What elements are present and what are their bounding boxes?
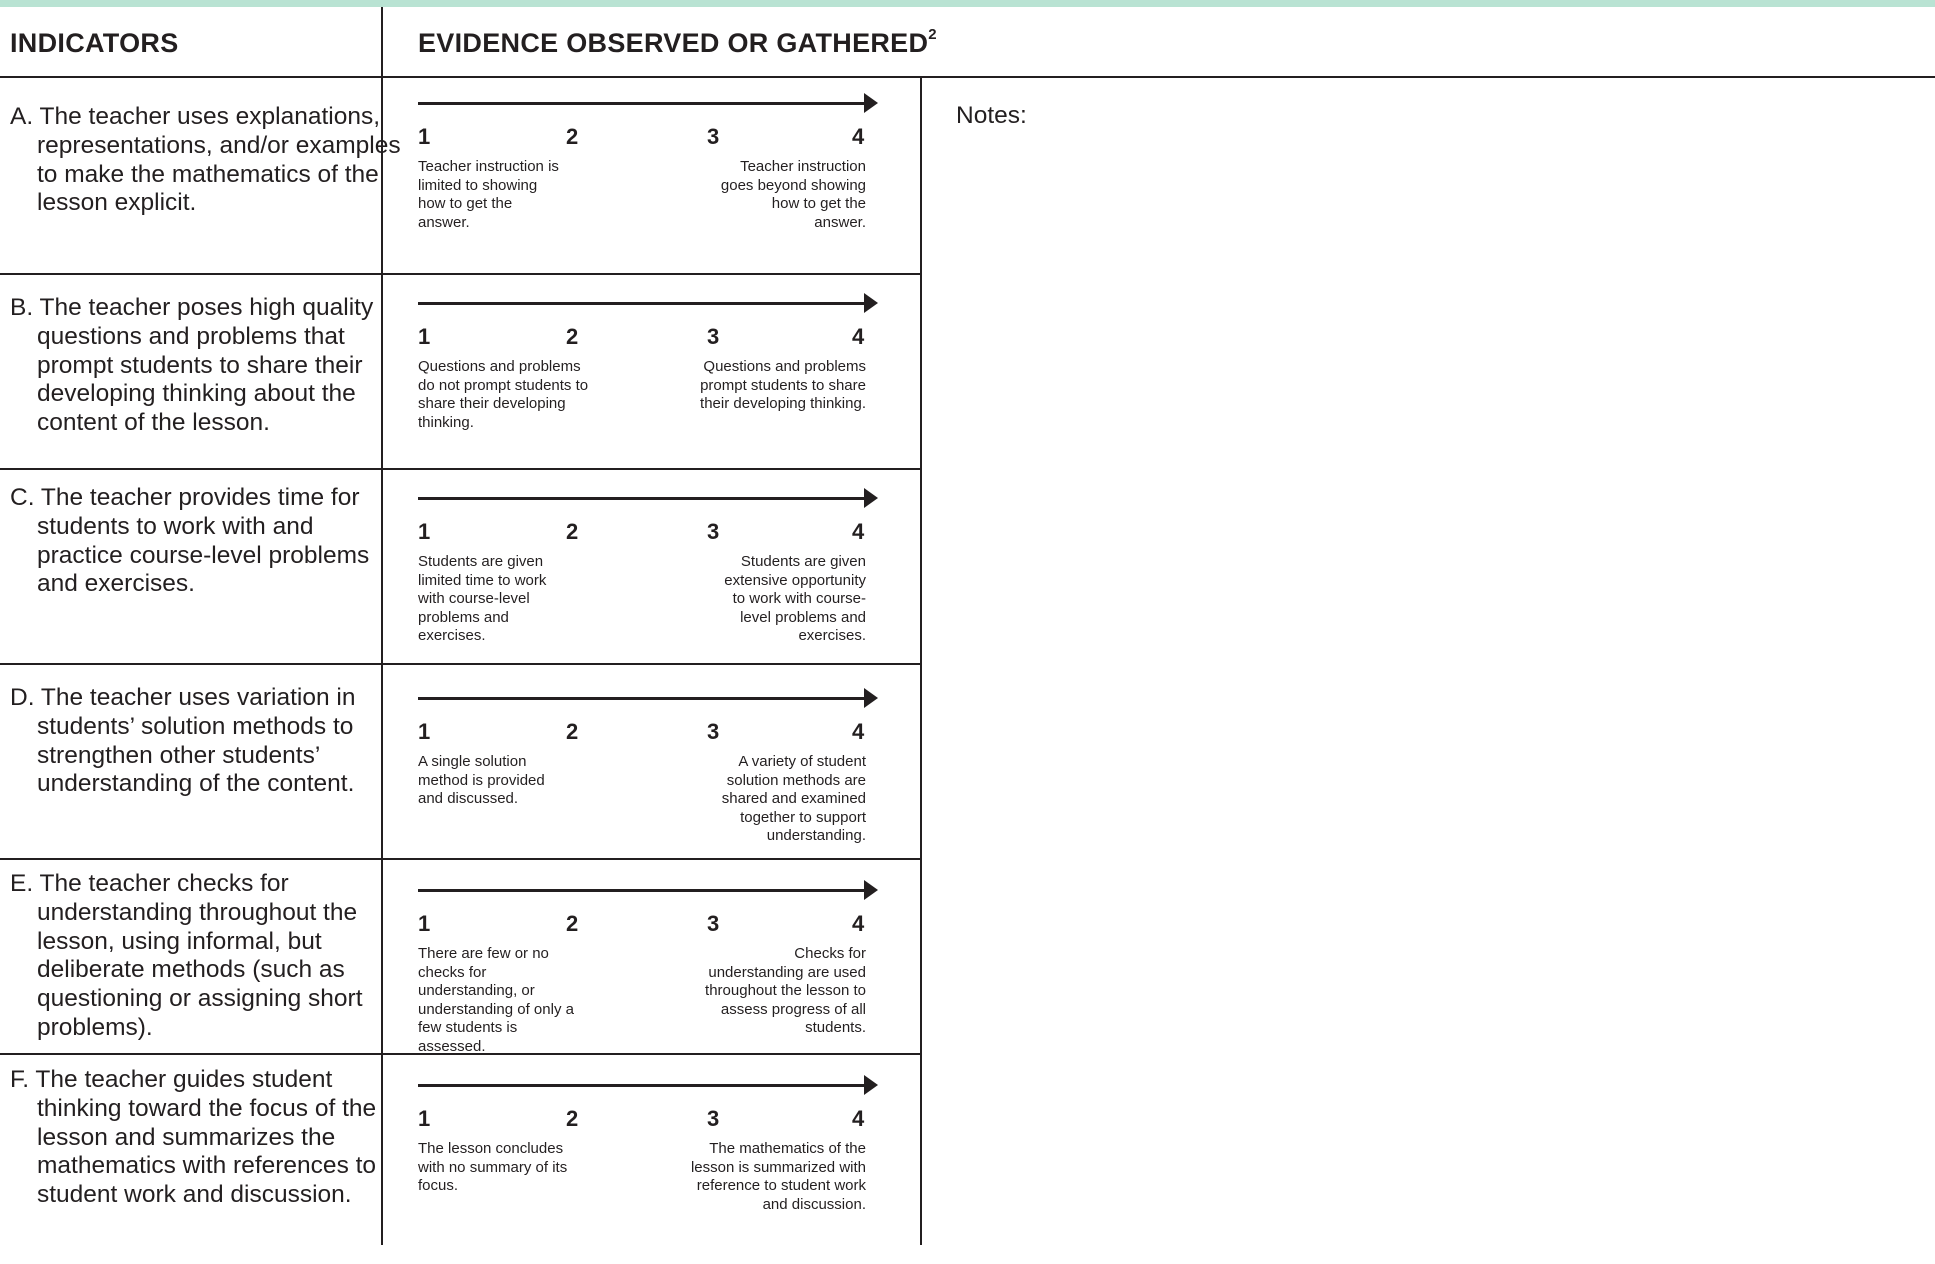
rating-scale-d bbox=[418, 697, 878, 877]
low-descriptor: Questions and problems do not prompt students to share their developing thinking. bbox=[418, 358, 589, 431]
scale-2: 2 bbox=[566, 124, 579, 149]
arrow-head-icon bbox=[864, 293, 878, 313]
scale-2: 2 bbox=[566, 519, 579, 544]
scale-3: 3 bbox=[707, 1106, 720, 1131]
arrow-head-icon bbox=[864, 880, 878, 900]
scale-3: 3 bbox=[707, 324, 720, 349]
evidence-header bbox=[418, 28, 937, 59]
arrow-head-icon bbox=[864, 488, 878, 508]
scale-arrow-line bbox=[418, 889, 868, 892]
indicators-header: INDICATORS bbox=[10, 28, 179, 58]
high-descriptor: Students are given extensive opportunity to work with course-level problems and exercises. bbox=[724, 553, 866, 644]
high-descriptor: Teacher instruction goes beyond showing how to get the answer. bbox=[720, 158, 866, 231]
footnote-marker: 2 bbox=[928, 26, 937, 43]
scale-3: 3 bbox=[707, 124, 720, 149]
indicator-e: E. The teacher checks for understanding throughout the lesson, using informal, but deliberate methods (such as questioning or assigning short problems). bbox=[10, 870, 363, 1041]
rating-scale-e bbox=[418, 889, 878, 1069]
scale-1: 1 bbox=[418, 519, 431, 544]
scale-4: 4 bbox=[852, 324, 865, 349]
notes-label: Notes: bbox=[956, 102, 1027, 129]
low-descriptor: There are few or no checks for understanding, or understanding of only a few students is assessed. bbox=[418, 945, 574, 1055]
arrow-head-icon bbox=[864, 93, 878, 113]
column-divider-right bbox=[920, 77, 922, 1245]
arrow-head-icon bbox=[864, 1075, 878, 1095]
indicator-a: A. The teacher uses explanations, representations, and/or examples to make the mathematics of the lesson explicit. bbox=[10, 103, 401, 217]
scale-1: 1 bbox=[418, 719, 431, 744]
scale-arrow-line bbox=[418, 1084, 868, 1087]
arrow-head-icon bbox=[864, 688, 878, 708]
scale-4: 4 bbox=[852, 519, 865, 544]
high-descriptor: The mathematics of the lesson is summarized with reference to student work and discussion. bbox=[690, 1140, 866, 1213]
scale-2: 2 bbox=[566, 1106, 579, 1131]
high-descriptor: A variety of student solution methods are shared and examined together to support understanding. bbox=[721, 753, 866, 844]
low-descriptor: Teacher instruction is limited to showing how to get the answer. bbox=[418, 158, 559, 231]
scale-4: 4 bbox=[852, 719, 865, 744]
scale-arrow-line bbox=[418, 697, 868, 700]
low-descriptor: Students are given limited time to work with course-level problems and exercises. bbox=[418, 553, 547, 644]
header-divider bbox=[0, 76, 1935, 78]
high-descriptor: Checks for understanding are used throughout the lesson to assess progress of all students. bbox=[705, 945, 866, 1036]
scale-4: 4 bbox=[852, 911, 865, 936]
high-descriptor: Questions and problems prompt students to share their developing thinking. bbox=[700, 358, 866, 412]
scale-arrow-line bbox=[418, 497, 868, 500]
scale-3: 3 bbox=[707, 911, 720, 936]
rating-scale-a bbox=[418, 102, 878, 282]
scale-1: 1 bbox=[418, 911, 431, 936]
indicator-f: F. The teacher guides student thinking toward the focus of the lesson and summarizes the mathematics with references to student work and discussion. bbox=[10, 1066, 377, 1209]
evidence-header-text: EVIDENCE OBSERVED OR GATHERED bbox=[418, 28, 929, 58]
scale-arrow-line bbox=[418, 102, 868, 105]
scale-2: 2 bbox=[566, 911, 579, 936]
scale-3: 3 bbox=[707, 519, 720, 544]
scale-arrow-line bbox=[418, 302, 868, 305]
indicator-b: B. The teacher poses high quality questions and problems that prompt students to share their developing thinking about the content of the lesson. bbox=[10, 294, 374, 437]
scale-4: 4 bbox=[852, 1106, 865, 1131]
low-descriptor: The lesson concludes with no summary of its focus. bbox=[418, 1140, 568, 1194]
scale-1: 1 bbox=[418, 124, 431, 149]
indicator-c: C. The teacher provides time for students to work with and practice course-level problems and exercises. bbox=[10, 484, 370, 598]
rating-scale-b bbox=[418, 302, 878, 482]
scale-1: 1 bbox=[418, 1106, 431, 1131]
scale-4: 4 bbox=[852, 124, 865, 149]
rating-scale-c bbox=[418, 497, 878, 677]
scale-2: 2 bbox=[566, 719, 579, 744]
scale-2: 2 bbox=[566, 324, 579, 349]
rating-scale-f bbox=[418, 1084, 878, 1264]
low-descriptor: A single solution method is provided and discussed. bbox=[418, 753, 545, 807]
indicator-d: D. The teacher uses variation in students’ solution methods to strengthen other students’ understanding of the content. bbox=[10, 684, 356, 798]
scale-1: 1 bbox=[418, 324, 431, 349]
scale-3: 3 bbox=[707, 719, 720, 744]
